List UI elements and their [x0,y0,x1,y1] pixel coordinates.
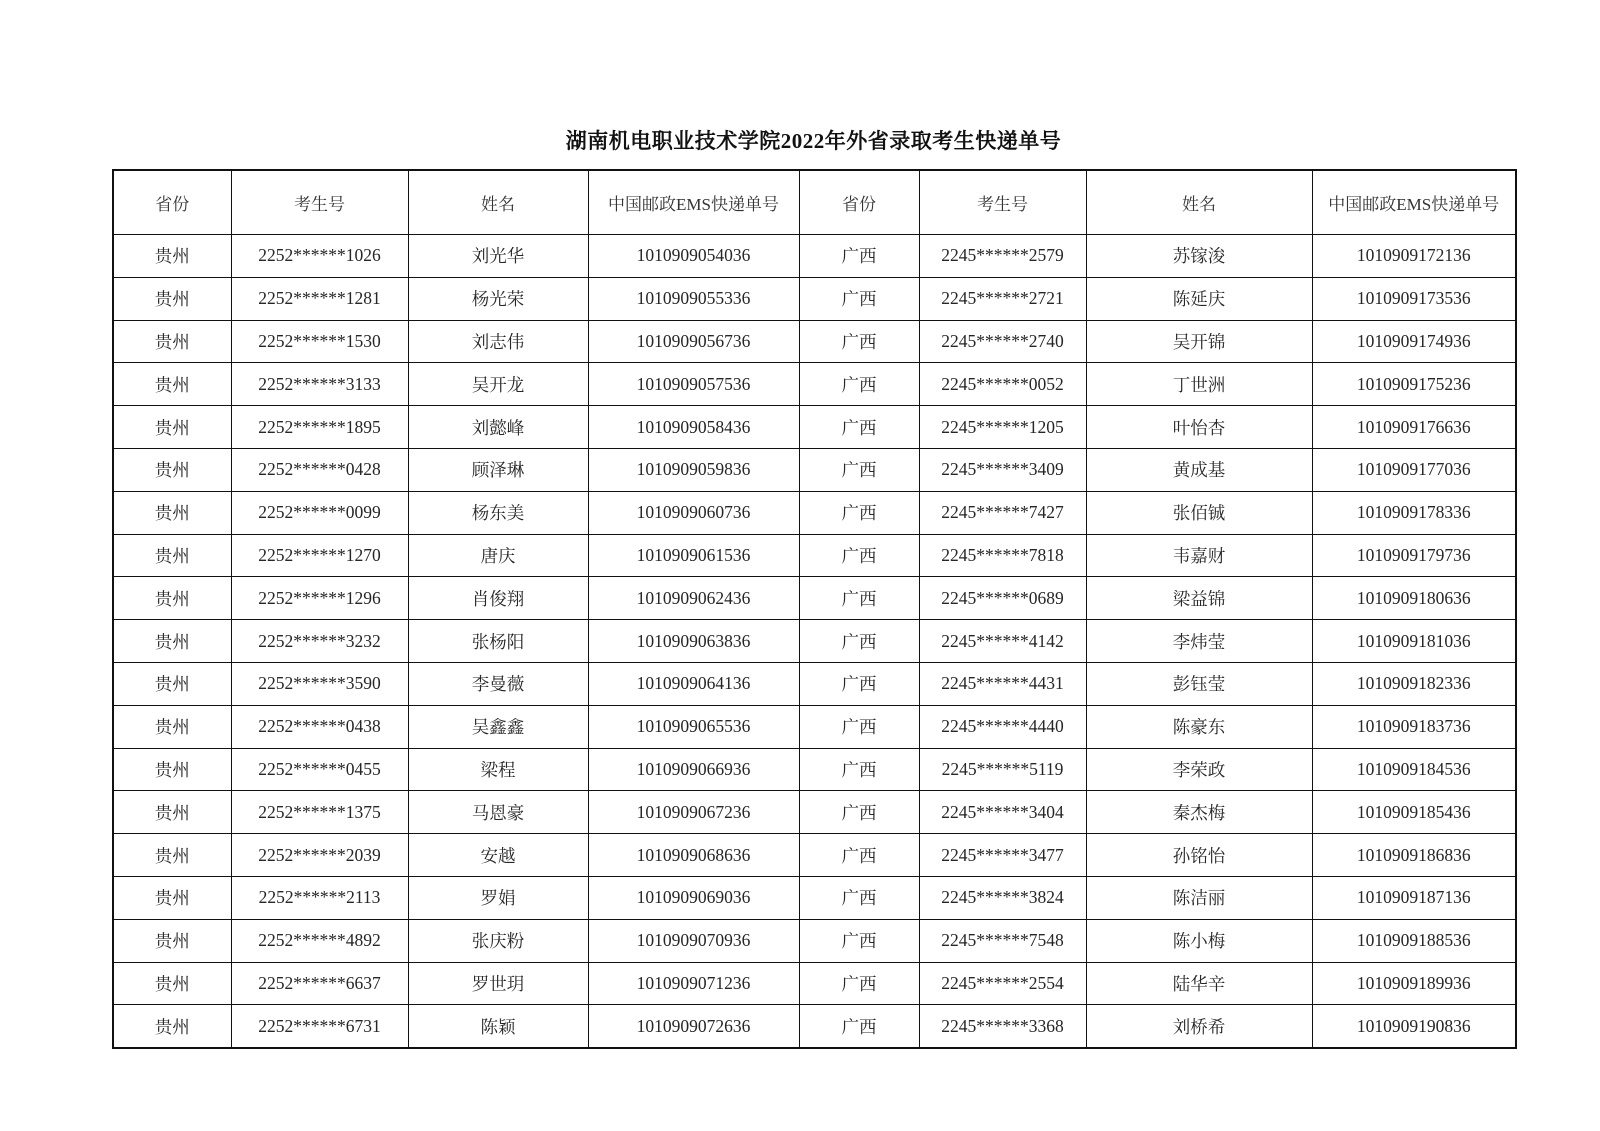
student-name-cell: 李曼薇 [408,662,588,705]
province-cell: 贵州 [113,748,231,791]
student-name-cell: 罗娟 [408,876,588,919]
tracking-number-table [112,169,1517,1049]
province-cell: 广西 [799,363,919,406]
student-name-cell: 张庆粉 [408,919,588,962]
ems-tracking-number-cell: 1010909177036 [1312,448,1516,491]
exam-number-cell: 2252******4892 [231,919,408,962]
exam-number-cell: 2252******1375 [231,791,408,834]
ems-tracking-number-cell: 1010909056736 [588,320,799,363]
province-cell: 贵州 [113,406,231,449]
ems-tracking-number-cell: 1010909058436 [588,406,799,449]
student-name-cell: 顾泽琳 [408,448,588,491]
exam-number-cell: 2245******7427 [919,491,1086,534]
ems-tracking-number-cell: 1010909069036 [588,876,799,919]
table-row [113,534,1516,577]
exam-number-cell: 2245******7548 [919,919,1086,962]
province-cell: 广西 [799,919,919,962]
province-cell: 广西 [799,491,919,534]
province-cell: 广西 [799,705,919,748]
exam-number-cell: 2245******0689 [919,577,1086,620]
student-name-cell: 吴开锦 [1086,320,1312,363]
student-name-cell: 安越 [408,834,588,877]
province-cell: 贵州 [113,962,231,1005]
exam-number-cell: 2245******0052 [919,363,1086,406]
table-row [113,662,1516,705]
province-cell: 广西 [799,277,919,320]
exam-number-cell: 2252******0099 [231,491,408,534]
ems-tracking-number-cell: 1010909057536 [588,363,799,406]
header-student-name-right: 姓名 [1086,170,1312,235]
province-cell: 贵州 [113,876,231,919]
exam-number-cell: 2252******2113 [231,876,408,919]
student-name-cell: 苏镓浚 [1086,235,1312,278]
ems-tracking-number-cell: 1010909061536 [588,534,799,577]
student-name-cell: 唐庆 [408,534,588,577]
province-cell: 贵州 [113,491,231,534]
table-row [113,235,1516,278]
province-cell: 广西 [799,791,919,834]
ems-tracking-number-cell: 1010909060736 [588,491,799,534]
ems-tracking-number-cell: 1010909183736 [1312,705,1516,748]
ems-tracking-number-cell: 1010909059836 [588,448,799,491]
header-exam-number-left: 考生号 [231,170,408,235]
table-row [113,406,1516,449]
province-cell: 贵州 [113,577,231,620]
province-cell: 贵州 [113,320,231,363]
ems-tracking-number-cell: 1010909182336 [1312,662,1516,705]
student-name-cell: 刘志伟 [408,320,588,363]
ems-tracking-number-cell: 1010909188536 [1312,919,1516,962]
exam-number-cell: 2245******3404 [919,791,1086,834]
ems-tracking-number-cell: 1010909065536 [588,705,799,748]
ems-tracking-number-cell: 1010909054036 [588,235,799,278]
province-cell: 贵州 [113,834,231,877]
exam-number-cell: 2245******4431 [919,662,1086,705]
ems-tracking-number-cell: 1010909068636 [588,834,799,877]
province-cell: 贵州 [113,791,231,834]
table-row [113,577,1516,620]
province-cell: 贵州 [113,1005,231,1048]
student-name-cell: 陈延庆 [1086,277,1312,320]
ems-tracking-number-cell: 1010909184536 [1312,748,1516,791]
ems-tracking-number-cell: 1010909179736 [1312,534,1516,577]
ems-tracking-number-cell: 1010909174936 [1312,320,1516,363]
province-cell: 广西 [799,534,919,577]
ems-tracking-number-cell: 1010909187136 [1312,876,1516,919]
province-cell: 广西 [799,662,919,705]
table-row [113,448,1516,491]
exam-number-cell: 2245******5119 [919,748,1086,791]
table-row [113,876,1516,919]
province-cell: 广西 [799,320,919,363]
province-cell: 广西 [799,577,919,620]
header-ems-tracking-number-left: 中国邮政EMS快递单号 [588,170,799,235]
exam-number-cell: 2245******4440 [919,705,1086,748]
student-name-cell: 秦杰梅 [1086,791,1312,834]
province-cell: 贵州 [113,363,231,406]
table-row [113,791,1516,834]
province-cell: 广西 [799,448,919,491]
student-name-cell: 丁世洲 [1086,363,1312,406]
table-row [113,363,1516,406]
student-name-cell: 韦嘉财 [1086,534,1312,577]
exam-number-cell: 2245******2721 [919,277,1086,320]
ems-tracking-number-cell: 1010909175236 [1312,363,1516,406]
exam-number-cell: 2252******3590 [231,662,408,705]
ems-tracking-number-cell: 1010909066936 [588,748,799,791]
student-name-cell: 杨东美 [408,491,588,534]
table-row [113,320,1516,363]
student-name-cell: 黄成基 [1086,448,1312,491]
table-row [113,620,1516,663]
province-cell: 贵州 [113,235,231,278]
table-row [113,962,1516,1005]
student-name-cell: 孙铭怡 [1086,834,1312,877]
exam-number-cell: 2245******3477 [919,834,1086,877]
province-cell: 广西 [799,235,919,278]
student-name-cell: 李炜莹 [1086,620,1312,663]
ems-tracking-number-cell: 1010909072636 [588,1005,799,1048]
exam-number-cell: 2252******1281 [231,277,408,320]
ems-tracking-number-cell: 1010909189936 [1312,962,1516,1005]
header-province-right: 省份 [799,170,919,235]
table-row [113,1005,1516,1048]
province-cell: 广西 [799,406,919,449]
province-cell: 贵州 [113,919,231,962]
ems-tracking-number-cell: 1010909055336 [588,277,799,320]
exam-number-cell: 2252******6731 [231,1005,408,1048]
student-name-cell: 李荣政 [1086,748,1312,791]
header-student-name-left: 姓名 [408,170,588,235]
header-province-left: 省份 [113,170,231,235]
ems-tracking-number-cell: 1010909063836 [588,620,799,663]
province-cell: 广西 [799,620,919,663]
exam-number-cell: 2252******1026 [231,235,408,278]
document-title: 湖南机电职业技术学院2022年外省录取考生快递单号 [565,129,1062,153]
student-name-cell: 张佰铖 [1086,491,1312,534]
province-cell: 贵州 [113,534,231,577]
exam-number-cell: 2252******6637 [231,962,408,1005]
ems-tracking-number-cell: 1010909181036 [1312,620,1516,663]
student-name-cell: 杨光荣 [408,277,588,320]
exam-number-cell: 2245******1205 [919,406,1086,449]
province-cell: 贵州 [113,277,231,320]
exam-number-cell: 2245******7818 [919,534,1086,577]
table-row [113,748,1516,791]
exam-number-cell: 2245******3824 [919,876,1086,919]
ems-tracking-number-cell: 1010909062436 [588,577,799,620]
header-ems-tracking-number-right: 中国邮政EMS快递单号 [1312,170,1516,235]
ems-tracking-number-cell: 1010909180636 [1312,577,1516,620]
student-name-cell: 张杨阳 [408,620,588,663]
table-row [113,834,1516,877]
student-name-cell: 刘光华 [408,235,588,278]
exam-number-cell: 2245******2740 [919,320,1086,363]
student-name-cell: 肖俊翔 [408,577,588,620]
province-cell: 广西 [799,1005,919,1048]
student-name-cell: 刘懿峰 [408,406,588,449]
exam-number-cell: 2252******3133 [231,363,408,406]
student-name-cell: 马恩豪 [408,791,588,834]
student-name-cell: 叶怡杏 [1086,406,1312,449]
table-row [113,277,1516,320]
student-name-cell: 吴开龙 [408,363,588,406]
student-name-cell: 刘桥希 [1086,1005,1312,1048]
province-cell: 贵州 [113,662,231,705]
student-name-cell: 陈豪东 [1086,705,1312,748]
table-row [113,705,1516,748]
exam-number-cell: 2252******3232 [231,620,408,663]
exam-number-cell: 2245******2554 [919,962,1086,1005]
province-cell: 贵州 [113,620,231,663]
ems-tracking-number-cell: 1010909071236 [588,962,799,1005]
province-cell: 广西 [799,876,919,919]
province-cell: 广西 [799,748,919,791]
exam-number-cell: 2245******2579 [919,235,1086,278]
exam-number-cell: 2252******0455 [231,748,408,791]
exam-number-cell: 2252******0428 [231,448,408,491]
province-cell: 贵州 [113,448,231,491]
ems-tracking-number-cell: 1010909186836 [1312,834,1516,877]
table-row [113,491,1516,534]
exam-number-cell: 2245******3409 [919,448,1086,491]
province-cell: 贵州 [113,705,231,748]
table-row [113,919,1516,962]
exam-number-cell: 2245******3368 [919,1005,1086,1048]
header-exam-number-right: 考生号 [919,170,1086,235]
ems-tracking-number-cell: 1010909172136 [1312,235,1516,278]
student-name-cell: 吴鑫鑫 [408,705,588,748]
ems-tracking-number-cell: 1010909176636 [1312,406,1516,449]
table-header [113,170,1516,235]
student-name-cell: 陈洁丽 [1086,876,1312,919]
ems-tracking-number-cell: 1010909190836 [1312,1005,1516,1048]
ems-tracking-number-cell: 1010909178336 [1312,491,1516,534]
student-name-cell: 陆华辛 [1086,962,1312,1005]
student-name-cell: 梁程 [408,748,588,791]
student-name-cell: 陈小梅 [1086,919,1312,962]
exam-number-cell: 2245******4142 [919,620,1086,663]
exam-number-cell: 2252******1895 [231,406,408,449]
province-cell: 广西 [799,834,919,877]
student-name-cell: 彭钰莹 [1086,662,1312,705]
table-body [113,235,1516,1049]
exam-number-cell: 2252******1296 [231,577,408,620]
exam-number-cell: 2252******0438 [231,705,408,748]
exam-number-cell: 2252******1530 [231,320,408,363]
student-name-cell: 陈颖 [408,1005,588,1048]
student-name-cell: 罗世玥 [408,962,588,1005]
ems-tracking-number-cell: 1010909185436 [1312,791,1516,834]
exam-number-cell: 2252******1270 [231,534,408,577]
ems-tracking-number-cell: 1010909064136 [588,662,799,705]
student-name-cell: 梁益锦 [1086,577,1312,620]
province-cell: 广西 [799,962,919,1005]
ems-tracking-number-cell: 1010909173536 [1312,277,1516,320]
exam-number-cell: 2252******2039 [231,834,408,877]
header-row [113,170,1516,235]
ems-tracking-number-cell: 1010909070936 [588,919,799,962]
ems-tracking-number-cell: 1010909067236 [588,791,799,834]
